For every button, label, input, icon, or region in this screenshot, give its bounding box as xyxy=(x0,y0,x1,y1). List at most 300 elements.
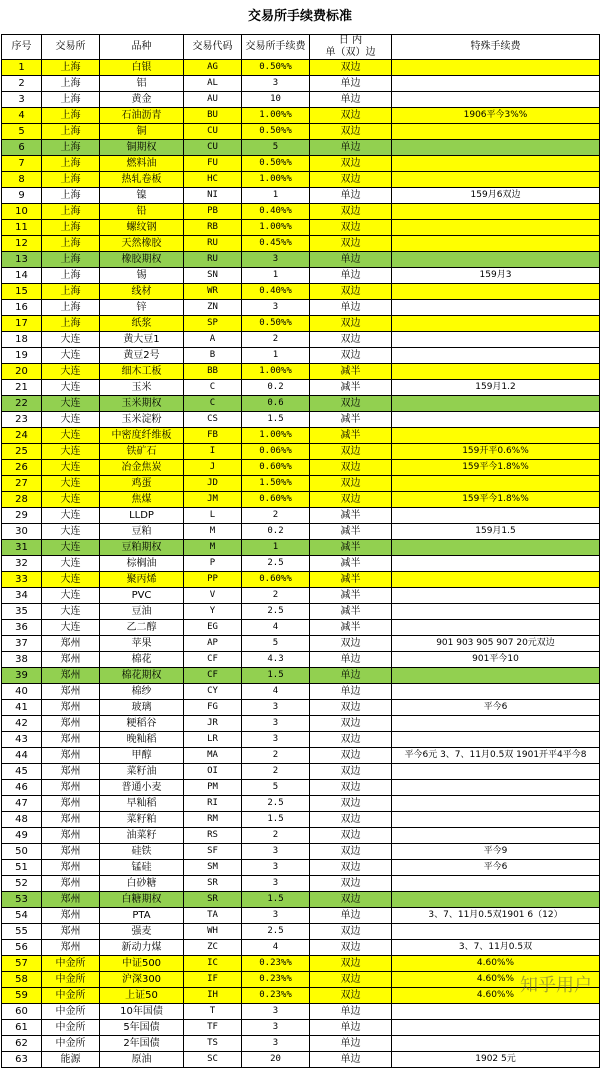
cell-no: 36 xyxy=(2,620,42,636)
cell-exchange: 大连 xyxy=(42,380,100,396)
cell-exchange: 大连 xyxy=(42,556,100,572)
cell-code: BU xyxy=(184,108,242,124)
cell-code: MA xyxy=(184,748,242,764)
cell-exchange: 中金所 xyxy=(42,988,100,1004)
cell-product: 沪深300 xyxy=(100,972,184,988)
header-product: 品种 xyxy=(100,35,184,60)
cell-fee: 0.40%% xyxy=(242,204,310,220)
cell-no: 26 xyxy=(2,460,42,476)
table-row xyxy=(2,444,600,460)
cell-exchange: 郑州 xyxy=(42,796,100,812)
cell-special xyxy=(392,684,600,700)
cell-exchange: 大连 xyxy=(42,396,100,412)
cell-no: 48 xyxy=(2,812,42,828)
cell-code: BB xyxy=(184,364,242,380)
cell-no: 62 xyxy=(2,1036,42,1052)
cell-exchange: 上海 xyxy=(42,76,100,92)
cell-exchange: 上海 xyxy=(42,204,100,220)
cell-exchange: 大连 xyxy=(42,540,100,556)
cell-exchange: 大连 xyxy=(42,572,100,588)
cell-fee: 1.50%% xyxy=(242,476,310,492)
cell-product: 黄金 xyxy=(100,92,184,108)
cell-fee: 0.50%% xyxy=(242,156,310,172)
cell-special xyxy=(392,620,600,636)
cell-product: 螺纹钢 xyxy=(100,220,184,236)
cell-special xyxy=(392,220,600,236)
cell-side: 单边 xyxy=(310,652,392,668)
cell-fee: 1.5 xyxy=(242,892,310,908)
cell-fee: 3 xyxy=(242,732,310,748)
cell-special: 3、7、11月0.5双 xyxy=(392,940,600,956)
cell-exchange: 中金所 xyxy=(42,956,100,972)
cell-no: 51 xyxy=(2,860,42,876)
cell-exchange: 大连 xyxy=(42,412,100,428)
cell-product: 油菜籽 xyxy=(100,828,184,844)
cell-code: AP xyxy=(184,636,242,652)
cell-exchange: 上海 xyxy=(42,316,100,332)
cell-code: M xyxy=(184,540,242,556)
cell-exchange: 上海 xyxy=(42,268,100,284)
cell-exchange: 大连 xyxy=(42,604,100,620)
cell-special xyxy=(392,428,600,444)
cell-special xyxy=(392,124,600,140)
cell-product: 晚籼稻 xyxy=(100,732,184,748)
cell-special: 159月3 xyxy=(392,268,600,284)
cell-product: 白砂糖 xyxy=(100,876,184,892)
table-row xyxy=(2,108,600,124)
cell-side: 双边 xyxy=(310,460,392,476)
cell-product: 原油 xyxy=(100,1052,184,1068)
cell-exchange: 中金所 xyxy=(42,1020,100,1036)
cell-special: 1906平今3%% xyxy=(392,108,600,124)
cell-fee: 4 xyxy=(242,684,310,700)
cell-exchange: 上海 xyxy=(42,156,100,172)
cell-exchange: 大连 xyxy=(42,444,100,460)
cell-exchange: 郑州 xyxy=(42,764,100,780)
table-row xyxy=(2,188,600,204)
table-row xyxy=(2,876,600,892)
cell-code: B xyxy=(184,348,242,364)
cell-special xyxy=(392,172,600,188)
cell-side: 单边 xyxy=(310,1036,392,1052)
cell-special: 3、7、11月0.5双1901 6（12） xyxy=(392,908,600,924)
cell-no: 8 xyxy=(2,172,42,188)
cell-product: 5年国债 xyxy=(100,1020,184,1036)
cell-product: PTA xyxy=(100,908,184,924)
table-row xyxy=(2,716,600,732)
cell-exchange: 郑州 xyxy=(42,892,100,908)
cell-side: 减半 xyxy=(310,572,392,588)
cell-side: 双边 xyxy=(310,348,392,364)
cell-fee: 0.2 xyxy=(242,524,310,540)
cell-side: 单边 xyxy=(310,252,392,268)
cell-fee: 2 xyxy=(242,332,310,348)
cell-special xyxy=(392,92,600,108)
cell-exchange: 大连 xyxy=(42,508,100,524)
table-row xyxy=(2,268,600,284)
cell-fee: 1.00%% xyxy=(242,172,310,188)
cell-no: 21 xyxy=(2,380,42,396)
cell-side: 单边 xyxy=(310,140,392,156)
cell-no: 45 xyxy=(2,764,42,780)
cell-product: 锰硅 xyxy=(100,860,184,876)
cell-product: 苹果 xyxy=(100,636,184,652)
cell-special xyxy=(392,508,600,524)
table-row xyxy=(2,396,600,412)
cell-side: 双边 xyxy=(310,492,392,508)
cell-exchange: 郑州 xyxy=(42,700,100,716)
cell-exchange: 上海 xyxy=(42,92,100,108)
cell-exchange: 上海 xyxy=(42,124,100,140)
cell-code: C xyxy=(184,396,242,412)
cell-product: 黄大豆1 xyxy=(100,332,184,348)
cell-special xyxy=(392,60,600,76)
cell-code: P xyxy=(184,556,242,572)
cell-code: I xyxy=(184,444,242,460)
cell-fee: 4 xyxy=(242,620,310,636)
cell-side: 单边 xyxy=(310,1020,392,1036)
cell-side: 单边 xyxy=(310,1004,392,1020)
cell-exchange: 大连 xyxy=(42,588,100,604)
table-row xyxy=(2,556,600,572)
table-row xyxy=(2,636,600,652)
table-row xyxy=(2,828,600,844)
cell-code: WR xyxy=(184,284,242,300)
table-row xyxy=(2,588,600,604)
cell-side: 减半 xyxy=(310,588,392,604)
header-special: 特殊手续费 xyxy=(392,35,600,60)
cell-exchange: 大连 xyxy=(42,364,100,380)
cell-fee: 3 xyxy=(242,908,310,924)
cell-exchange: 郑州 xyxy=(42,860,100,876)
table-row xyxy=(2,972,600,988)
cell-product: 豆粕期权 xyxy=(100,540,184,556)
cell-side: 双边 xyxy=(310,316,392,332)
cell-exchange: 中金所 xyxy=(42,1004,100,1020)
table-row xyxy=(2,428,600,444)
cell-no: 15 xyxy=(2,284,42,300)
cell-product: 燃料油 xyxy=(100,156,184,172)
cell-product: 冶金焦炭 xyxy=(100,460,184,476)
cell-product: 热轧卷板 xyxy=(100,172,184,188)
cell-no: 14 xyxy=(2,268,42,284)
cell-product: 豆粕 xyxy=(100,524,184,540)
cell-side: 双边 xyxy=(310,172,392,188)
cell-code: SF xyxy=(184,844,242,860)
cell-fee: 0.23%% xyxy=(242,988,310,1004)
cell-product: 硅铁 xyxy=(100,844,184,860)
cell-product: 棉纱 xyxy=(100,684,184,700)
cell-fee: 0.50%% xyxy=(242,316,310,332)
cell-product: 玉米 xyxy=(100,380,184,396)
cell-fee: 2.5 xyxy=(242,924,310,940)
cell-code: JR xyxy=(184,716,242,732)
cell-special: 平今6 xyxy=(392,860,600,876)
cell-side: 单边 xyxy=(310,76,392,92)
cell-product: 棉花 xyxy=(100,652,184,668)
cell-product: 白糖期权 xyxy=(100,892,184,908)
cell-fee: 3 xyxy=(242,1004,310,1020)
cell-special: 4.60%% xyxy=(392,988,600,1004)
cell-code: ZN xyxy=(184,300,242,316)
cell-fee: 4.3 xyxy=(242,652,310,668)
sheet-title: 交易所手续费标准 xyxy=(247,9,352,24)
header-intraday xyxy=(310,35,392,60)
cell-exchange: 大连 xyxy=(42,524,100,540)
cell-side: 单边 xyxy=(310,188,392,204)
cell-product: 10年国债 xyxy=(100,1004,184,1020)
cell-side: 单边 xyxy=(310,684,392,700)
cell-side: 双边 xyxy=(310,796,392,812)
cell-code: FU xyxy=(184,156,242,172)
cell-side: 双边 xyxy=(310,444,392,460)
cell-special xyxy=(392,1004,600,1020)
table-row xyxy=(2,764,600,780)
cell-side: 双边 xyxy=(310,124,392,140)
table-row xyxy=(2,908,600,924)
cell-exchange: 郑州 xyxy=(42,812,100,828)
cell-code: PB xyxy=(184,204,242,220)
cell-fee: 0.6 xyxy=(242,396,310,412)
cell-side: 减半 xyxy=(310,604,392,620)
cell-special: 4.60%% xyxy=(392,956,600,972)
cell-code: SN xyxy=(184,268,242,284)
cell-side: 双边 xyxy=(310,60,392,76)
cell-special xyxy=(392,1020,600,1036)
cell-product: 玻璃 xyxy=(100,700,184,716)
cell-special xyxy=(392,764,600,780)
table-row xyxy=(2,748,600,764)
cell-exchange: 上海 xyxy=(42,140,100,156)
cell-no: 58 xyxy=(2,972,42,988)
cell-exchange: 上海 xyxy=(42,188,100,204)
cell-no: 53 xyxy=(2,892,42,908)
cell-side: 双边 xyxy=(310,396,392,412)
cell-code: RU xyxy=(184,236,242,252)
cell-no: 30 xyxy=(2,524,42,540)
cell-product: 菜籽油 xyxy=(100,764,184,780)
cell-fee: 2 xyxy=(242,828,310,844)
cell-side: 单边 xyxy=(310,1052,392,1068)
cell-side: 双边 xyxy=(310,748,392,764)
cell-side: 双边 xyxy=(310,812,392,828)
cell-side: 双边 xyxy=(310,780,392,796)
cell-side: 减半 xyxy=(310,428,392,444)
cell-special xyxy=(392,396,600,412)
cell-fee: 0.60%% xyxy=(242,492,310,508)
cell-exchange: 郑州 xyxy=(42,748,100,764)
cell-exchange: 郑州 xyxy=(42,732,100,748)
cell-side: 双边 xyxy=(310,940,392,956)
table-row xyxy=(2,1036,600,1052)
cell-no: 46 xyxy=(2,780,42,796)
cell-code: SR xyxy=(184,892,242,908)
cell-special xyxy=(392,876,600,892)
cell-side: 双边 xyxy=(310,924,392,940)
cell-no: 49 xyxy=(2,828,42,844)
cell-no: 59 xyxy=(2,988,42,1004)
cell-product: 锌 xyxy=(100,300,184,316)
cell-side: 单边 xyxy=(310,668,392,684)
cell-special xyxy=(392,284,600,300)
cell-no: 43 xyxy=(2,732,42,748)
cell-no: 39 xyxy=(2,668,42,684)
cell-product: 镍 xyxy=(100,188,184,204)
cell-fee: 0.50%% xyxy=(242,60,310,76)
cell-side: 双边 xyxy=(310,284,392,300)
cell-special xyxy=(392,1036,600,1052)
cell-code: RU xyxy=(184,252,242,268)
cell-product: 玉米期权 xyxy=(100,396,184,412)
cell-fee: 3 xyxy=(242,300,310,316)
cell-fee: 3 xyxy=(242,252,310,268)
table-row xyxy=(2,92,600,108)
cell-code: ZC xyxy=(184,940,242,956)
cell-fee: 2.5 xyxy=(242,796,310,812)
cell-code: T xyxy=(184,1004,242,1020)
cell-side: 双边 xyxy=(310,956,392,972)
cell-product: LLDP xyxy=(100,508,184,524)
table-row xyxy=(2,300,600,316)
cell-code: C xyxy=(184,380,242,396)
cell-product: 鸡蛋 xyxy=(100,476,184,492)
cell-fee: 1.00%% xyxy=(242,108,310,124)
cell-no: 60 xyxy=(2,1004,42,1020)
cell-no: 18 xyxy=(2,332,42,348)
cell-special: 159月6双边 xyxy=(392,188,600,204)
table-row xyxy=(2,892,600,908)
cell-side: 减半 xyxy=(310,556,392,572)
cell-product: 线材 xyxy=(100,284,184,300)
cell-no: 44 xyxy=(2,748,42,764)
cell-exchange: 上海 xyxy=(42,172,100,188)
cell-no: 61 xyxy=(2,1020,42,1036)
cell-no: 50 xyxy=(2,844,42,860)
cell-side: 双边 xyxy=(310,700,392,716)
cell-exchange: 郑州 xyxy=(42,652,100,668)
cell-no: 19 xyxy=(2,348,42,364)
cell-special xyxy=(392,316,600,332)
cell-special xyxy=(392,780,600,796)
cell-exchange: 郑州 xyxy=(42,828,100,844)
cell-product: 棕榈油 xyxy=(100,556,184,572)
cell-code: CF xyxy=(184,668,242,684)
cell-no: 27 xyxy=(2,476,42,492)
cell-special xyxy=(392,556,600,572)
table-row xyxy=(2,508,600,524)
cell-fee: 2.5 xyxy=(242,556,310,572)
table-row xyxy=(2,476,600,492)
cell-exchange: 郑州 xyxy=(42,780,100,796)
cell-exchange: 上海 xyxy=(42,220,100,236)
cell-side: 双边 xyxy=(310,844,392,860)
cell-code: A xyxy=(184,332,242,348)
cell-side: 单边 xyxy=(310,300,392,316)
cell-no: 32 xyxy=(2,556,42,572)
cell-special: 1902 5元 xyxy=(392,1052,600,1068)
cell-code: J xyxy=(184,460,242,476)
cell-special: 平今6元 3、7、11月0.5双 1901开平4平今8 xyxy=(392,748,600,764)
table-row xyxy=(2,924,600,940)
cell-fee: 0.23%% xyxy=(242,972,310,988)
cell-exchange: 郑州 xyxy=(42,636,100,652)
cell-side: 双边 xyxy=(310,972,392,988)
cell-side: 双边 xyxy=(310,828,392,844)
cell-fee: 1.00%% xyxy=(242,428,310,444)
cell-fee: 0.40%% xyxy=(242,284,310,300)
cell-no: 55 xyxy=(2,924,42,940)
cell-product: 棉花期权 xyxy=(100,668,184,684)
cell-exchange: 郑州 xyxy=(42,684,100,700)
cell-no: 20 xyxy=(2,364,42,380)
cell-fee: 2 xyxy=(242,764,310,780)
cell-exchange: 中金所 xyxy=(42,972,100,988)
cell-no: 3 xyxy=(2,92,42,108)
cell-exchange: 大连 xyxy=(42,332,100,348)
cell-side: 双边 xyxy=(310,108,392,124)
table-row xyxy=(2,668,600,684)
cell-code: CF xyxy=(184,652,242,668)
cell-fee: 3 xyxy=(242,76,310,92)
cell-special xyxy=(392,252,600,268)
cell-product: PVC xyxy=(100,588,184,604)
cell-side: 减半 xyxy=(310,508,392,524)
cell-special xyxy=(392,140,600,156)
cell-fee: 1.00%% xyxy=(242,220,310,236)
table-row xyxy=(2,1004,600,1020)
cell-fee: 3 xyxy=(242,700,310,716)
table-row xyxy=(2,204,600,220)
cell-special: 159平今1.8%% xyxy=(392,492,600,508)
cell-special xyxy=(392,348,600,364)
cell-product: 聚丙烯 xyxy=(100,572,184,588)
cell-special xyxy=(392,604,600,620)
table-row xyxy=(2,412,600,428)
cell-code: CU xyxy=(184,124,242,140)
cell-product: 早籼稻 xyxy=(100,796,184,812)
table-row xyxy=(2,988,600,1004)
cell-product: 焦煤 xyxy=(100,492,184,508)
cell-code: IH xyxy=(184,988,242,1004)
cell-side: 减半 xyxy=(310,364,392,380)
cell-exchange: 上海 xyxy=(42,108,100,124)
fee-table xyxy=(1,34,600,1068)
cell-exchange: 上海 xyxy=(42,236,100,252)
cell-special xyxy=(392,732,600,748)
cell-fee: 4 xyxy=(242,940,310,956)
table-row xyxy=(2,652,600,668)
cell-fee: 1 xyxy=(242,188,310,204)
cell-special xyxy=(392,236,600,252)
cell-side: 双边 xyxy=(310,156,392,172)
cell-no: 2 xyxy=(2,76,42,92)
cell-no: 1 xyxy=(2,60,42,76)
cell-special xyxy=(392,668,600,684)
cell-fee: 0.2 xyxy=(242,380,310,396)
cell-side: 双边 xyxy=(310,876,392,892)
cell-code: SR xyxy=(184,876,242,892)
table-row xyxy=(2,780,600,796)
cell-no: 35 xyxy=(2,604,42,620)
cell-code: IC xyxy=(184,956,242,972)
cell-fee: 1.5 xyxy=(242,668,310,684)
cell-product: 白银 xyxy=(100,60,184,76)
cell-product: 天然橡胶 xyxy=(100,236,184,252)
table-row xyxy=(2,252,600,268)
cell-special xyxy=(392,828,600,844)
cell-no: 22 xyxy=(2,396,42,412)
cell-no: 9 xyxy=(2,188,42,204)
